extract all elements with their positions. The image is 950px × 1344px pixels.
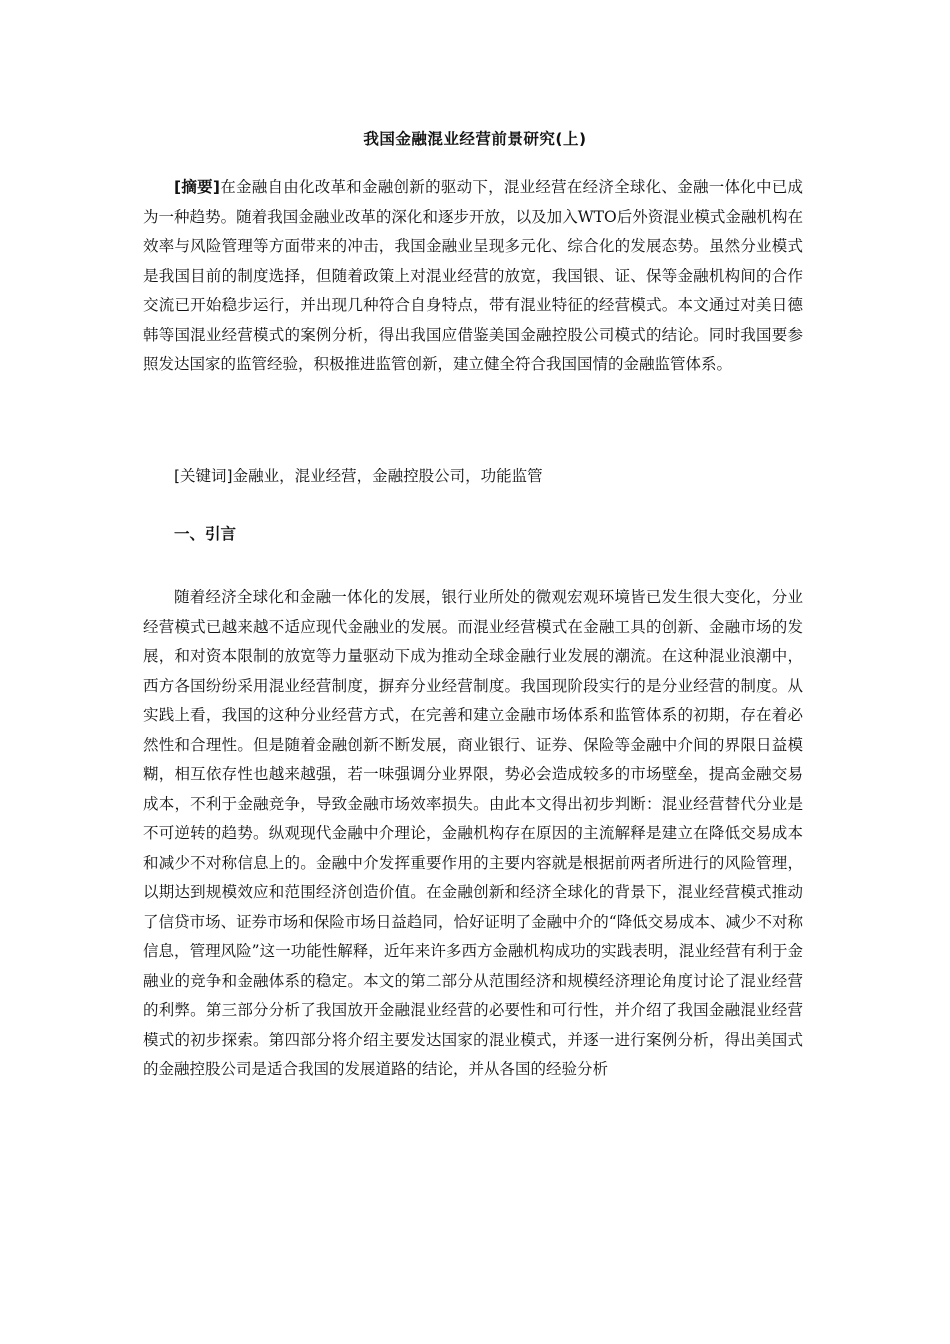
abstract-paragraph xyxy=(143,173,803,380)
abstract-label: [摘要] xyxy=(174,178,220,196)
keywords-text: 金融业，混业经营，金融控股公司，功能监管 xyxy=(232,467,543,485)
keywords-label: [关键词] xyxy=(174,467,233,485)
keywords-paragraph xyxy=(143,462,803,492)
document-title: 我国金融混业经营前景研究(上) xyxy=(363,130,587,148)
abstract-text: 在金融自由化改革和金融创新的驱动下，混业经营在经济全球化、金融一体化中已成为一种趋势。随着我国金融业改革的深化和逐步开放，以及加入WTO后外资混业模式金融机构在效率与风险管理等方面带来的冲击，我国金融业呈现多元化、综合化的发展态势。虽然分业模式是我国目前的制度选择，但随着政策上对混业经营的放宽，我国银、证、保等金融机构间的合作交流已开始稳步运行，并出现几种符合自身特点，带有混业特征的经营模式。本文通过对美日德韩等国混业经营模式的案例分析，得出我国应借鉴美国金融控股公司模式的结论。同时我国要参照发达国家的监管经验，积极推进监管创新，建立健全符合我国国情的金融监管体系。 xyxy=(143,178,803,373)
section-heading-introduction: 一、引言 xyxy=(174,525,237,543)
introduction-paragraph: 随着经济全球化和金融一体化的发展，银行业所处的微观宏观环境皆已发生很大变化，分业经营模式已越来越不适应现代金融业的发展。而混业经营模式在金融工具的创新、金融市场的发展，和对资本限制的放宽等力量驱动下成为推动全球金融行业发展的潮流。在这种混业浪潮中，西方各国纷纷采用混业经营制度，摒弃分业经营制度。我国现阶段实行的是分业经营的制度。从实践上看，我国的这种分业经营方式，在完善和建立金融市场体系和监管体系的初期，存在着必然性和合理性。但是随着金融创新不断发展，商业银行、证券、保险等金融中介间的界限日益模糊，相互依存性也越来越强，若一味强调分业界限，势必会造成较多的市场壁垒，提高金融交易成本，不利于金融竞争，导致金融市场效率损失。由此本文得出初步判断：混业经营替代分业是不可逆转的趋势。纵观现代金融中介理论，金融机构存在原因的主流解释是建立在降低交易成本和减少不对称信息上的。金融中介发挥重要作用的主要内容就是根据前两者所进行的风险管理，以期达到规模效应和范围经济创造价值。在金融创新和经济全球化的背景下，混业经营模式推动了信贷市场、证券市场和保险市场日益趋同，恰好证明了金融中介的“降低交易成本、减少不对称信息，管理风险”这一功能性解释，近年来许多西方金融机构成功的实践表明，混业经营有利于金融业的竞争和金融体系的稳定。本文的第二部分从范围经济和规模经济理论角度讨论了混业经营的利弊。第三部分分析了我国放开金融混业经营的必要性和可行性，并介绍了我国金融混业经营模式的初步探索。第四部分将介绍主要发达国家的混业模式，并逐一进行案例分析，得出美国式的金融控股公司是适合我国的发展道路的结论，并从各国的经验分析 xyxy=(143,588,803,1078)
